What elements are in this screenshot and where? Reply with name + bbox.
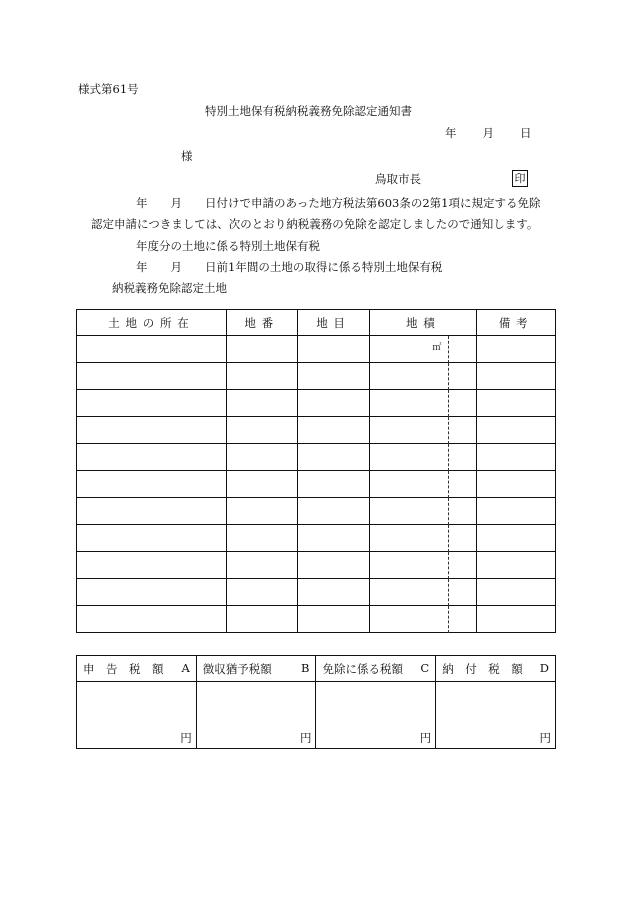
land-category-cell[interactable] [297,444,370,471]
tax-table-header [77,656,556,682]
area-decimal-divider [448,444,449,471]
land-table-header [77,310,556,336]
remarks-cell[interactable] [477,606,556,633]
area-cell[interactable] [370,525,477,552]
land-category-cell[interactable] [297,525,370,552]
date-year: 年 [445,126,457,140]
header-exempt-tax: 免除に係る税額 C [316,656,436,682]
remarks-cell[interactable] [477,444,556,471]
lot-number-cell[interactable] [226,498,297,525]
area-cell[interactable] [370,444,477,471]
remarks-cell[interactable] [477,525,556,552]
land-table-row [77,525,556,552]
land-category-cell[interactable] [297,606,370,633]
area-decimal-divider [448,363,449,390]
land-table-row [77,552,556,579]
body-line-3: 年度分の土地に係る特別土地保有税 [136,239,320,253]
payable-tax-cell[interactable] [436,682,556,749]
location-cell[interactable] [77,525,227,552]
remarks-cell[interactable] [477,552,556,579]
land-table-row [77,498,556,525]
land-table-row [77,606,556,633]
area-decimal-divider [448,498,449,525]
area-decimal-divider [448,390,449,417]
lot-number-cell[interactable] [226,417,297,444]
yen-unit: 円 [180,731,192,745]
header-land-category: 地目 [297,310,370,336]
location-cell[interactable] [77,417,227,444]
header-payable-tax: 納 付 税 額 D [436,656,556,682]
land-table-row [77,444,556,471]
area-decimal-divider [448,579,449,606]
remarks-cell[interactable] [477,336,556,363]
land-category-cell[interactable] [297,390,370,417]
land-category-cell[interactable] [297,471,370,498]
date-month: 月 [482,126,494,140]
land-heading: 納税義務免除認定土地 [112,281,227,295]
addressee-suffix: 様 [181,149,193,163]
area-decimal-divider [448,525,449,552]
location-cell[interactable] [77,552,227,579]
area-cell[interactable] [370,606,477,633]
land-category-cell[interactable] [297,336,370,363]
header-area: 地積 [370,310,477,336]
seal-mark: 印 [512,170,528,187]
location-cell[interactable] [77,606,227,633]
land-table-row [77,363,556,390]
land-table-row [77,336,556,363]
remarks-cell[interactable] [477,390,556,417]
lot-number-cell[interactable] [226,606,297,633]
tax-table [76,655,556,749]
header-declared-tax: 申 告 税 額 A [77,656,197,682]
area-cell[interactable] [370,363,477,390]
yen-unit: 円 [539,731,551,745]
land-table-row [77,390,556,417]
location-cell[interactable] [77,471,227,498]
document-title: 特別土地保有税納税義務免除認定通知書 [205,104,412,118]
form-number: 様式第61号 [78,82,139,96]
location-cell[interactable] [77,444,227,471]
location-cell[interactable] [77,498,227,525]
area-cell[interactable] [370,498,477,525]
header-remarks: 備考 [477,310,556,336]
yen-unit: 円 [299,731,312,745]
area-cell[interactable] [370,336,477,363]
tax-table-row [77,682,556,749]
date-day: 日 [520,126,532,140]
area-decimal-divider [448,417,449,444]
area-cell[interactable] [370,390,477,417]
lot-number-cell[interactable] [226,390,297,417]
land-category-cell[interactable] [297,579,370,606]
deferred-tax-cell[interactable] [196,682,316,749]
area-decimal-divider [448,606,449,633]
body-line-1: 年 月 日付けで申請のあった地方税法第603条の2第1項に規定する免除 [136,196,541,210]
location-cell[interactable] [77,390,227,417]
remarks-cell[interactable] [477,471,556,498]
remarks-cell[interactable] [477,498,556,525]
exempt-tax-cell[interactable] [316,682,436,749]
location-cell[interactable] [77,336,227,363]
land-table [76,309,556,633]
land-table-row [77,471,556,498]
land-category-cell[interactable] [297,417,370,444]
lot-number-cell[interactable] [226,579,297,606]
header-location: 土地の所在 [77,310,227,336]
area-decimal-divider [448,552,449,579]
land-table-row [77,417,556,444]
location-cell[interactable] [77,363,227,390]
remarks-cell[interactable] [477,417,556,444]
body-line-4: 年 月 日前1年間の土地の取得に係る特別土地保有税 [136,260,443,274]
header-lot-number: 地番 [226,310,297,336]
date-line [445,128,532,140]
area-unit: ㎡ [432,343,442,353]
land-category-cell[interactable] [297,498,370,525]
land-table-row [77,579,556,606]
area-cell[interactable] [370,471,477,498]
declared-tax-cell[interactable] [77,682,197,749]
lot-number-cell[interactable] [226,471,297,498]
land-category-cell[interactable] [297,552,370,579]
lot-number-cell[interactable] [226,525,297,552]
issuer: 鳥取市長 [375,172,421,186]
body-line-2: 認定申請につきましては、次のとおり納税義務の免除を認定しましたので通知します。 [91,217,539,231]
area-cell[interactable] [370,579,477,606]
lot-number-cell[interactable] [226,444,297,471]
area-cell[interactable] [370,417,477,444]
lot-number-cell[interactable] [226,363,297,390]
area-decimal-divider [448,471,449,498]
lot-number-cell[interactable] [226,336,297,363]
area-decimal-divider [448,336,449,363]
area-cell[interactable] [370,552,477,579]
yen-unit: 円 [419,731,432,745]
land-category-cell[interactable] [297,363,370,390]
lot-number-cell[interactable] [226,552,297,579]
remarks-cell[interactable] [477,363,556,390]
location-cell[interactable] [77,579,227,606]
remarks-cell[interactable] [477,579,556,606]
header-deferred-tax: 徴収猶予税額 B [196,656,316,682]
